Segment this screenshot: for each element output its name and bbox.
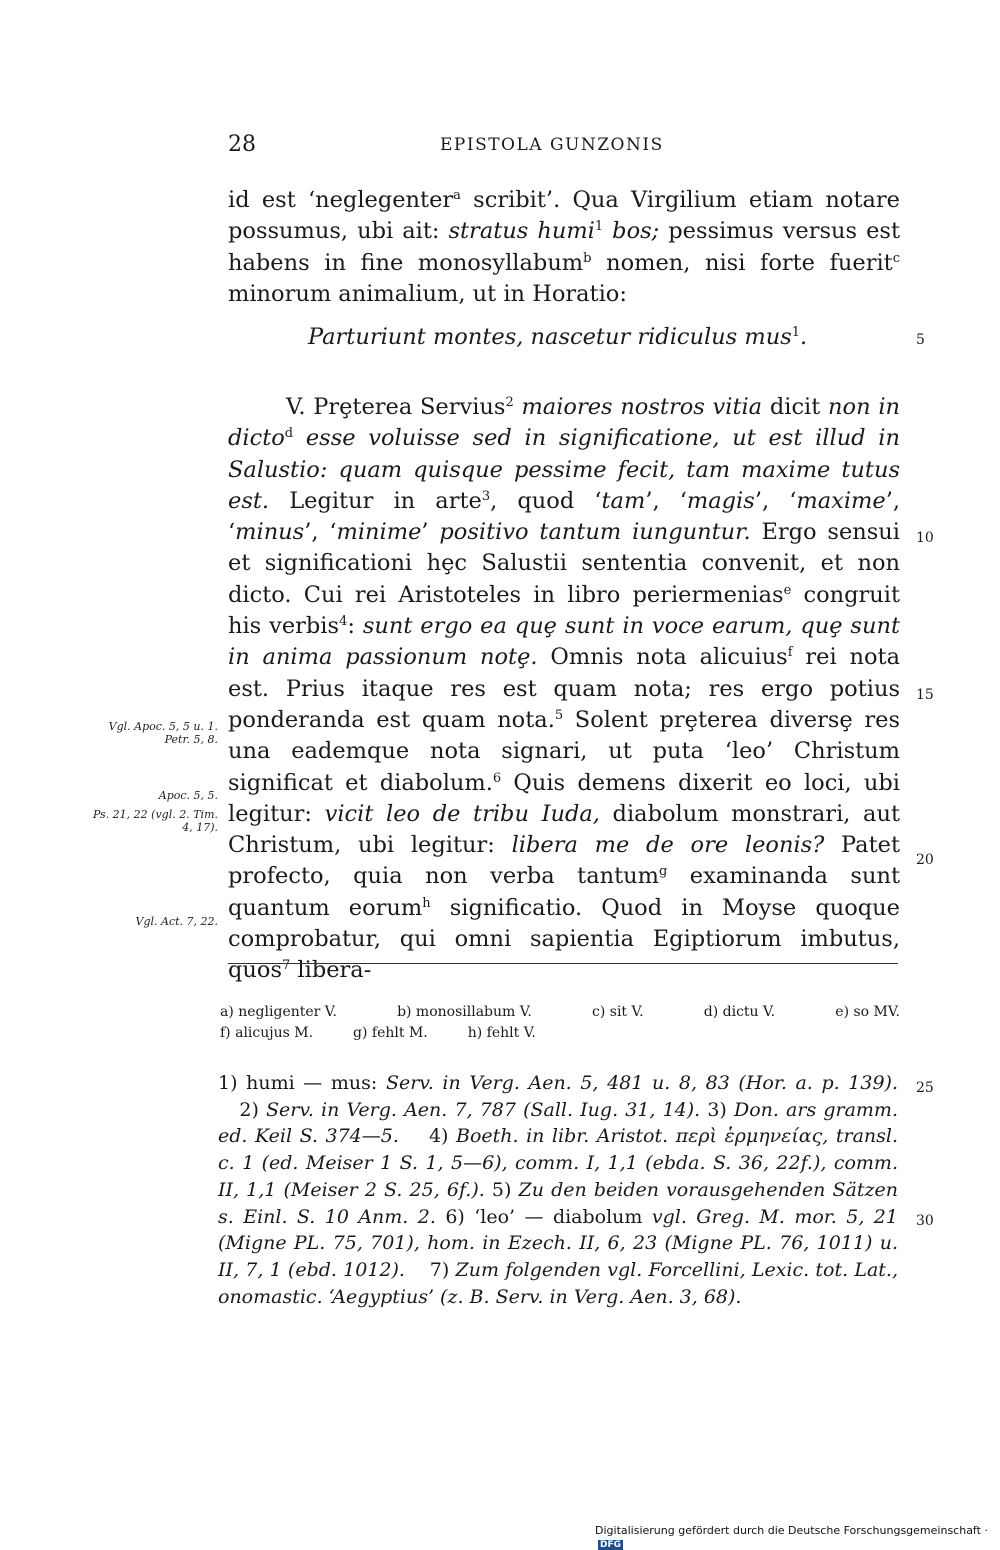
- margin-reference: Apoc. 5, 5.: [158, 789, 218, 802]
- paragraph-2: V. Prȩterea Servius$^2$ maiores nostros vitia dicit non in dicto$^d$ esse voluisse sed in significatione, ut est illud in Salustio: quam quisque pessime fecit, tam maxime tutus est. Legitur in arte$^3$, quod ‘tam’, ‘magis’, ‘maxime’, ‘minus’, ‘minime’ positivo tantum iunguntur. Ergo sensui et significationi hȩc Salustii sententia convenit, et non dicto. Cui rei Aristoteles in libro periermenias$^e$ congruit his verbis$^4$: sunt ergo ea quȩ sunt in voce earum, quȩ sunt in anima passionum notȩ. Omnis nota alicuius$^f$ rei nota est. Prius itaque res est quam nota; res ergo potius ponderanda est quam nota.$^5$ Solent prȩterea diversȩ res una eademque nota signari, ut puta ‘leo’ Christum significat et diabolum.$^6$ Quis demens dixerit eo loci, ubi legitur: vicit leo de tribu Iuda, diabolum monstrari, aut Christum, ubi legitur: libera me de ore leonis? Patet profecto, quia non verba tantum$^g$ examinanda sunt quantum eorum$^h$ significatio. Quod in Moyse quoque comprobatur, qui omni sapientia Egiptiorum imbutus, quos$^7$ libera-: [228, 394, 901, 984]
- apparatus-note: g) fehlt M.: [353, 1025, 428, 1041]
- apparatus-note: h) fehlt V.: [467, 1025, 536, 1041]
- line-number-25: 25: [916, 1080, 934, 1096]
- margin-reference: Vgl. Apoc. 5, 5 u. 1. Petr. 5, 8.: [108, 720, 218, 746]
- critical-apparatus: [220, 1002, 900, 1044]
- apparatus-note: a) negligenter V.: [220, 1004, 337, 1020]
- apparatus-note: f) alicujus M.: [220, 1025, 314, 1041]
- line-number-20: 20: [916, 852, 934, 868]
- running-title: EPISTOLA GUNZONIS: [440, 135, 664, 155]
- page-number: 28: [228, 132, 256, 157]
- apparatus-note: b) monosillabum V.: [397, 1004, 532, 1020]
- footnote-divider: [228, 963, 898, 964]
- margin-reference: Vgl. Act. 7, 22.: [135, 915, 218, 928]
- dfg-logo: DFG: [600, 1540, 622, 1550]
- digitization-credit: Digitalisierung gefördert durch die Deutsche Forschungsgemeinschaft ·DFG: [595, 1524, 988, 1550]
- line-number-5: 5: [916, 332, 925, 348]
- source-footnotes: 1) humi — mus: Serv. in Verg. Aen. 5, 481 u. 8, 83 (Hor. a. p. 139). 2) Serv. in Verg. Aen. 7, 787 (Sall. Iug. 31, 14). 3) Don. ars gramm. ed. Keil S. 374—5. 4) Boeth. in libr. Aristot. περὶ ἑρμηνείας, transl. c. 1 (ed. Meiser 1 S. 1, 5—6), comm. I, 1,1 (ebda. S. 36, 22f.), comm. II, 1,1 (Meiser 2 S. 25, 6f.). 5) Zu den beiden vorausgehenden Sätzen s. Einl. S. 10 Anm. 2. 6) ‘leo’ — diabolum vgl. Greg. M. mor. 5, 21 (Migne PL. 75, 701), hom. in Ezech. II, 6, 23 (Migne PL. 76, 1011) u. II, 7, 1 (ebd. 1012). 7) Zum folgenden vgl. Forcellini, Lexic. tot. Lat., onomastic. ‘Aegyptius’ (z. B. Serv. in Verg. Aen. 3, 68).: [218, 1072, 898, 1308]
- apparatus-row: [220, 1023, 900, 1044]
- line-number-30: 30: [916, 1213, 934, 1229]
- apparatus-note: e) so MV.: [835, 1004, 900, 1020]
- line-number-15: 15: [916, 687, 934, 703]
- section-mark: V.: [286, 394, 306, 420]
- apparatus-row: [220, 1002, 900, 1023]
- paragraph-1: id est ‘neglegenter$^a$ scribit’. Qua Virgilium etiam notare possumus, ubi ait: stratus humi$^1$ bos; pessimus versus est habens in fine monosyllabum$^b$ nomen, nisi forte fuerit$^c$ minorum animalium, ut in Horatio:: [228, 187, 900, 307]
- margin-reference: Ps. 21, 22 (vgl. 2. Tim. 4, 17).: [92, 808, 218, 834]
- apparatus-note: d) dictu V.: [703, 1004, 776, 1020]
- verse-quotation: Parturiunt montes, nascetur ridiculus mus$^1$.: [308, 324, 808, 350]
- line-number-10: 10: [916, 530, 934, 546]
- apparatus-note: c) sit V.: [592, 1004, 644, 1020]
